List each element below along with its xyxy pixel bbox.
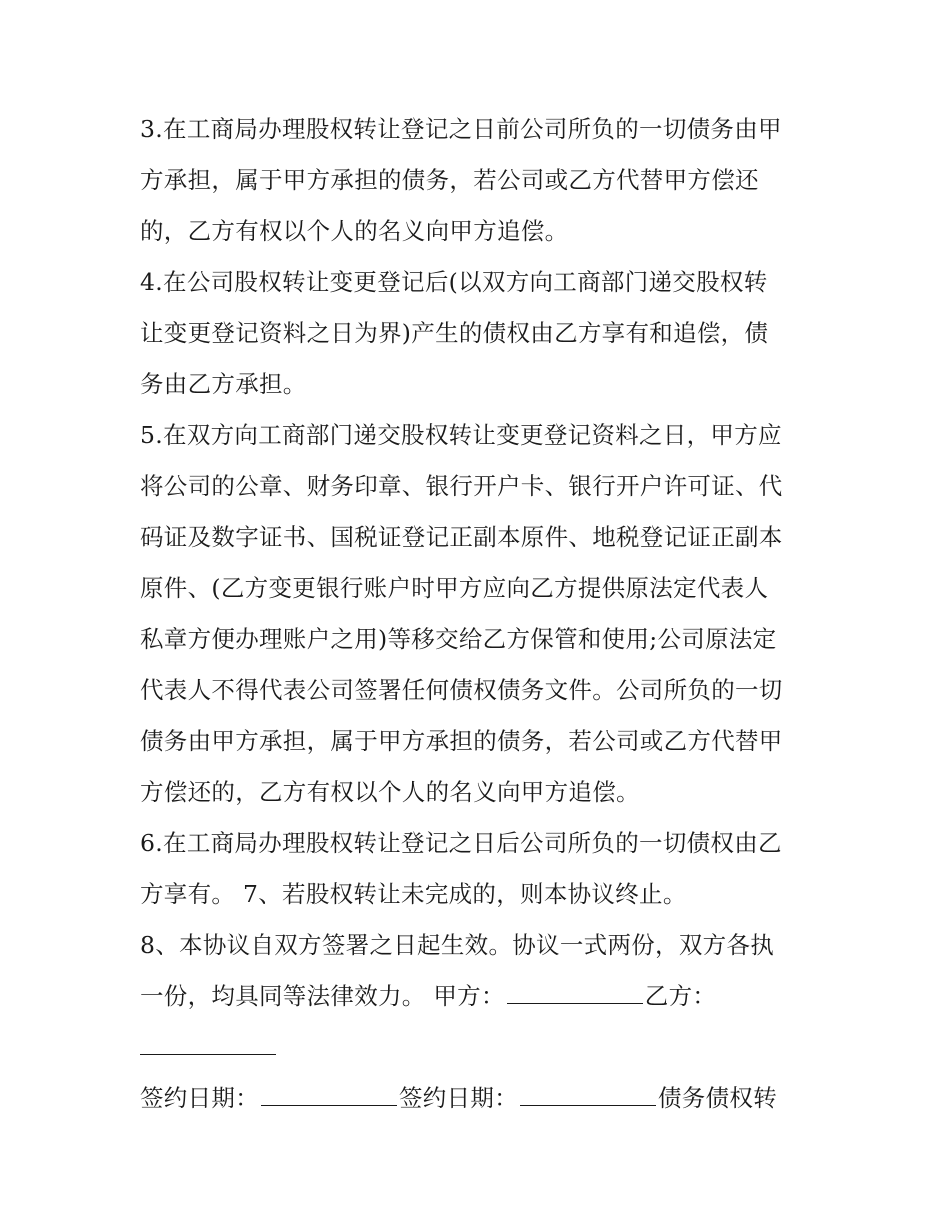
party-b-blank — [140, 1052, 276, 1055]
sign-date-label-a: 签约日期： — [140, 1084, 259, 1112]
party-signature-line — [140, 971, 820, 1022]
text-line: 代表人不得代表公司签署任何债权债务文件。公司所负的一切 — [140, 676, 783, 704]
text-line: 让变更登记资料之日为界)产生的债权由乙方享有和追偿，债 — [140, 319, 769, 347]
text-line: 务由乙方承担。 — [140, 370, 307, 398]
text-line: 8、本协议自双方签署之日起生效。协议一式两份，双方各执 — [140, 931, 775, 959]
text-line: 债务由甲方承担，属于甲方承担的债务，若公司或乙方代替甲 — [140, 727, 783, 755]
party-a-label: 一份，均具同等法律效力。 甲方： — [140, 982, 505, 1010]
sign-date-blank-a — [261, 1103, 397, 1106]
text-line: 私章方便办理账户之用)等移交给乙方保管和使用;公司原法定 — [140, 625, 777, 653]
text-line: 码证及数字证书、国税证登记正副本原件、地税登记证正副本 — [140, 523, 783, 551]
text-line: 6.在工商局办理股权转让登记之日后公司所负的一切债权由乙 — [140, 829, 782, 857]
sign-date-blank-b — [520, 1103, 656, 1106]
text-line: 3.在工商局办理股权转让登记之日前公司所负的一切债务由甲 — [140, 115, 782, 143]
document-body — [140, 104, 820, 1124]
next-title-fragment: 债务债权转 — [658, 1084, 777, 1112]
party-b-signature-line — [140, 1022, 820, 1073]
text-line: 方享有。 7、若股权转让未完成的，则本协议终止。 — [140, 880, 687, 908]
text-line: 5.在双方向工商部门递交股权转让变更登记资料之日，甲方应 — [140, 421, 782, 449]
text-line: 原件、(乙方变更银行账户时甲方应向乙方提供原法定代表人 — [140, 574, 769, 602]
sign-date-label-b: 签约日期： — [399, 1084, 518, 1112]
text-line: 4.在公司股权转让变更登记后(以双方向工商部门递交股权转 — [140, 268, 768, 296]
text-line: 方偿还的，乙方有权以个人的名义向甲方追偿。 — [140, 778, 640, 806]
date-line — [140, 1073, 820, 1124]
text-line: 方承担，属于甲方承担的债务，若公司或乙方代替甲方偿还 — [140, 166, 759, 194]
party-a-blank — [507, 1001, 643, 1004]
party-b-label: 乙方： — [644, 982, 717, 1010]
text-line: 将公司的公章、财务印章、银行开户卡、银行开户许可证、代 — [140, 472, 783, 500]
text-line: 的，乙方有权以个人的名义向甲方追偿。 — [140, 217, 569, 245]
